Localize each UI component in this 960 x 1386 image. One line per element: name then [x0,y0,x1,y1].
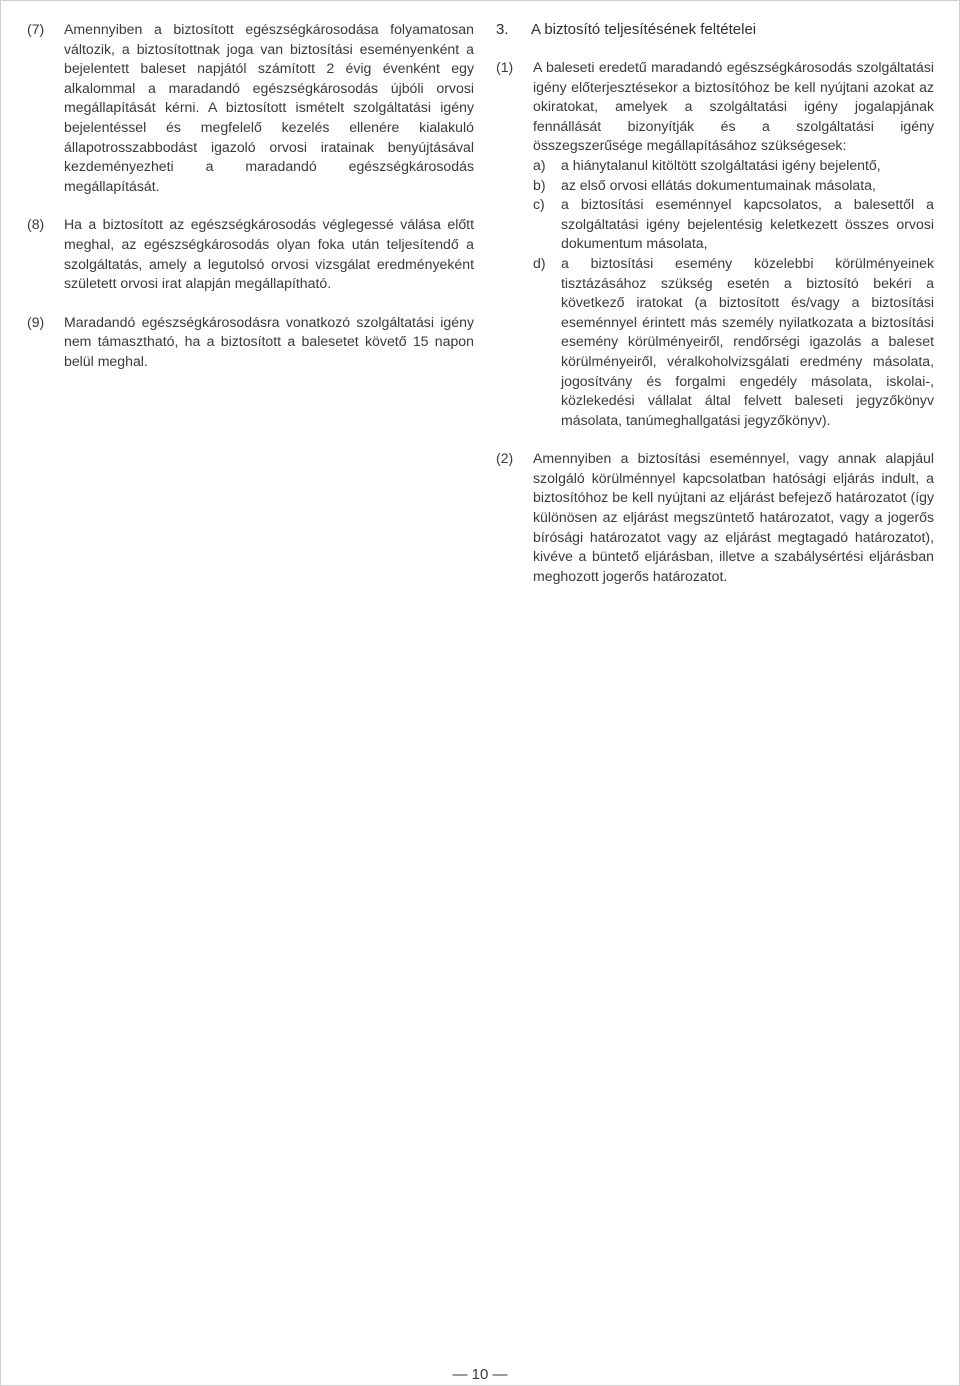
paragraph-1 [496,58,934,430]
paragraph-text: Amennyiben a biztosított egészségkárosodása folyamatosan változik, a biztosítottnak joga van biztosítási eseményenként a bejelentett baleset napjától számított 2 évig évenként egy alkalommal a maradandó egészségkárosodás újbóli orvosi megállapítását kérni. A biztosított ismételt szolgáltatási igény bejelentéssel és megfelelő kezelés ellenére kialakuló állapotrosszabbodást igazoló orvosi iratainak benyújtásával kezdeményezheti a maradandó egészségkárosodás megállapítását. [64,21,474,194]
section-heading [496,20,934,40]
paragraph-7 [27,20,474,196]
paragraph-2 [496,449,934,586]
page-number: — 10 — [452,1366,508,1383]
list-item-text: a biztosítási esemény közelebbi körülményeinek tisztázásához szükség esetén a biztosító bekéri a következő iratokat (a biztosított és/vagy a biztosítási eseménnyel érintett más személy nyilatkozata a biztosítási esemény körülményeiről, rendőrségi igazolás a baleset körülményeiről, véralkoholvizsgálati eredmény másolata, jogosítvány és forgalmi engedély másolata, iskolai-, közlekedési vállalat által felvett baleseti jegyzőkönyv másolata, tanúmeghallgatási jegyzőkönyv). [561,254,934,428]
paragraph-8 [27,215,474,293]
paragraph-text: Ha a biztosított az egészségkárosodás véglegessé válása előtt meghal, az egészségkárosodás olyan foka után teljesítendő a szolgáltatás, amely a legutolsó orvosi vizsgálat eredményeként született orvosi irat alapján megállapítható. [64,216,474,292]
paragraph-body [533,58,934,430]
paragraph-number: (8) [27,216,45,233]
list-item-text: az első orvosi ellátás dokumentumainak másolata, [561,176,876,193]
list-item [533,156,934,176]
list-item-letter: d) [533,254,546,271]
paragraph-text: Maradandó egészségkárosodásra vonatkozó szolgáltatási igény nem támasztható, ha a biztosított a balesetet követő 15 napon belül meghal. [64,313,474,369]
document-list [533,156,934,430]
list-item [533,195,934,254]
paragraph-text: Amennyiben a biztosítási eseménnyel, vagy annak alapjául szolgáló körülménnyel kapcsolatban hatósági eljárás indult, a biztosítóhoz be kell nyújtani az eljárást befejező határozatot (így különösen az eljárást megszüntető határozatot, vagy a jogerős bírósági határozatot vagy az eljárást megtagadó határozatot), kivéve a büntető eljárásban, illetve a szabálysértési eljárásban meghozott jogerős határozatot. [533,450,934,584]
paragraph-text: A baleseti eredetű maradandó egészségkárosodás szolgáltatási igény előterjesztésekor a biztosítóhoz be kell nyújtani azokat az okiratokat, amelyek a szolgáltatási igény jogalapjának fennállását bizonyítják és a szolgáltatási igény összegszerűsége megállapításához szükségesek: [533,59,934,154]
list-item-text: a hiánytalanul kitöltött szolgáltatási igény bejelentő, [561,156,881,173]
list-item [533,176,934,196]
paragraph-9 [27,313,474,372]
paragraph-number: (1) [496,59,514,75]
paragraph-number: (2) [496,450,514,467]
right-column [496,20,934,605]
list-item-letter: c) [533,196,545,213]
section-number: 3. [496,21,509,38]
list-item [533,254,934,430]
left-column [27,20,474,391]
paragraph-number: (7) [27,21,45,37]
list-item-letter: a) [533,156,546,173]
paragraph-number: (9) [27,313,45,330]
list-item-text: a biztosítási eseménnyel kapcsolatos, a balesettől a szolgáltatási igény bejelentésig keletkezett összes orvosi dokumentum másolata, [561,196,934,252]
section-title: A biztosító teljesítésének feltételei [531,21,757,38]
list-item-letter: b) [533,176,546,193]
